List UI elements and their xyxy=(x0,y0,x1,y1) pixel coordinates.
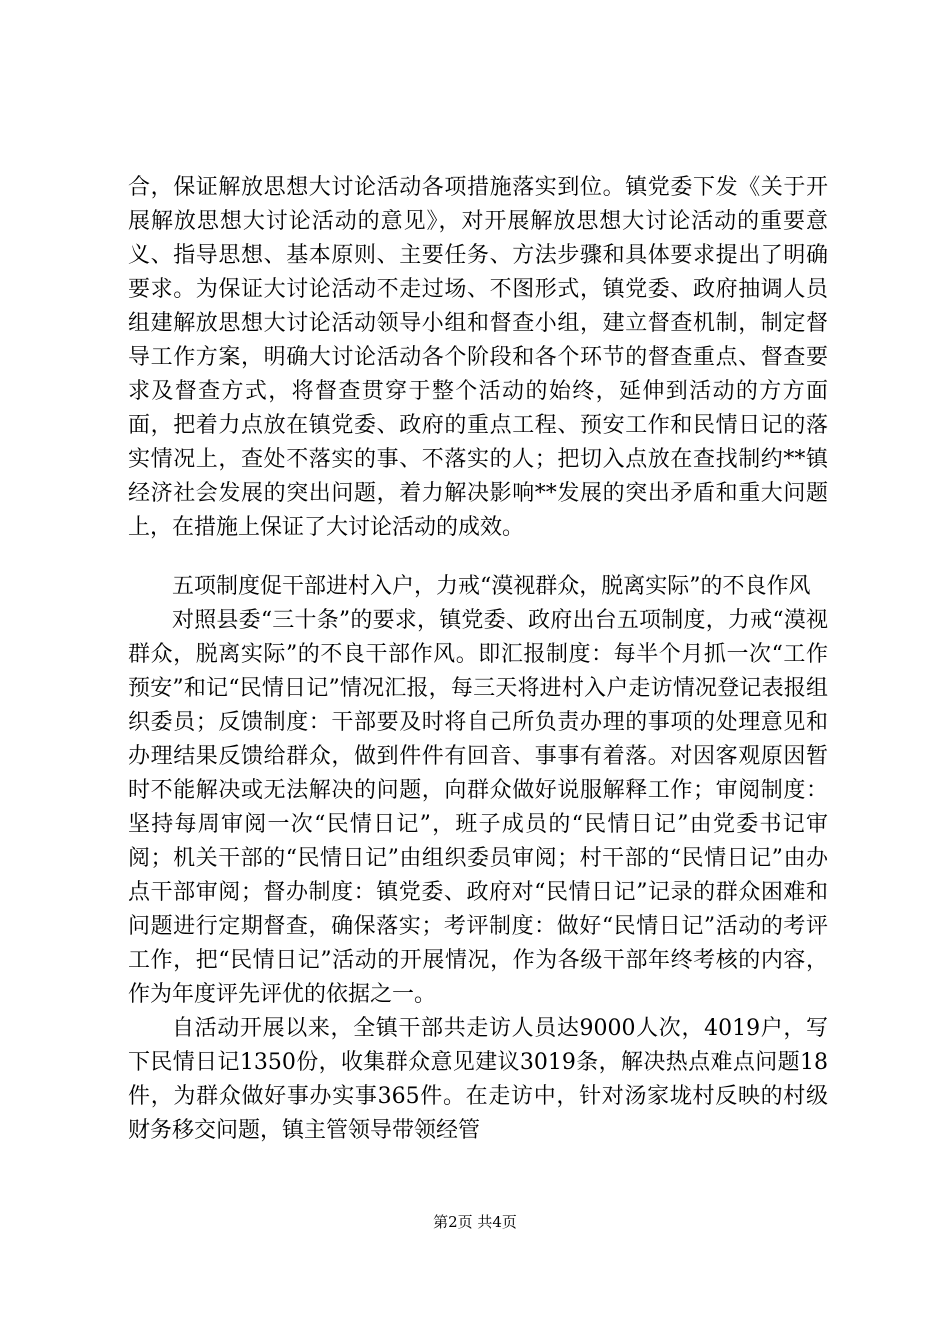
page-footer: 第2页 共4页 xyxy=(433,1213,517,1231)
document-body xyxy=(128,171,828,1148)
section-heading: 五项制度促干部进村入户，力戒“漠视群众，脱离实际”的不良作风 xyxy=(172,574,811,599)
paragraph-gap xyxy=(128,545,828,570)
paragraph-continuation: 合，保证解放思想大讨论活动各项措施落实到位。镇党委下发《关于开展解放思想大讨论活动的意见》，对开展解放思想大讨论活动的重要意义、指导思想、基本原则、主要任务、方法步骤和具体要求提出了明确要求。为保证大讨论活动不走过场、不图形式，镇党委、政府抽调人员组建解放思想大讨论活动领导小组和督查小组，建立督查机制，制定督导工作方案，明确大讨论活动各个阶段和各个环节的督查重点、督查要求及督查方式，将督查贯穿于整个活动的始终，延伸到活动的方方面面，把着力点放在镇党委、政府的重点工程、预安工作和民情日记的落实情况上，查处不落实的事、不落实的人；把切入点放在查找制约**镇经济社会发展的突出问题，着力解决影响**发展的突出矛盾和重大问题上，在措施上保证了大讨论活动的成效。 xyxy=(128,175,828,540)
paragraph-five-systems: 对照县委“三十条”的要求，镇党委、政府出台五项制度，力戒“漠视群众，脱离实际”的不良干部作风。即汇报制度：每半个月抓一次“工作预安”和记“民情日记”情况汇报，每三天将进村入户走访情况登记表报组织委员；反馈制度：干部要及时将自己所负责办理的事项的处理意见和办理结果反馈给群众，做到件件有回音、事事有着落。对因客观原因暂时不能解决或无法解决的问题，向群众做好说服解释工作；审阅制度：坚持每周审阅一次“民情日记”，班子成员的“民情日记”由党委书记审阅；机关干部的“民情日记”由组织委员审阅；村干部的“民情日记”由办点干部审阅；督办制度：镇党委、政府对“民情日记”记录的群众困难和问题进行定期督查，确保落实；考评制度：做好“民情日记”活动的考评工作，把“民情日记”活动的开展情况，作为各级干部年终考核的内容，作为年度评先评优的依据之一。 xyxy=(128,608,828,1007)
paragraph-results: 自活动开展以来，全镇干部共走访人员达9000人次，4019户，写下民情日记1350份，收集群众意见建议3019条，解决热点难点问题18件，为群众做好事办实事365件。在走访中，针对汤家垅村反映的村级财务移交问题，镇主管领导带领经管 xyxy=(128,1016,828,1143)
